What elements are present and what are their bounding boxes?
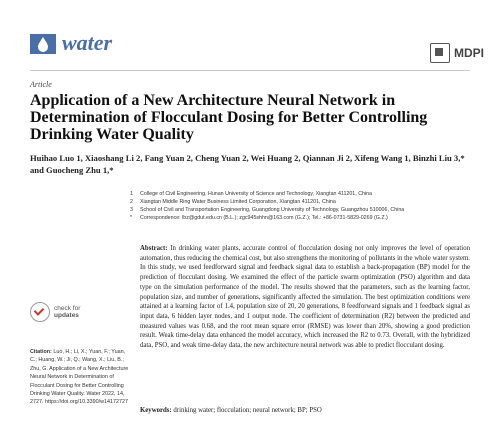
affiliation-number: 1	[130, 191, 133, 197]
affiliation-text: College of Civil Engineering, Hunan University of Science and Technology, Xiangtan 411201, China	[140, 191, 373, 197]
correspondence-item	[130, 214, 470, 222]
author-list: Huihao Luo 1, Xiaoshang Li 2, Fang Yuan 2, Cheng Yuan 2, Wei Huang 2, Qiannan Ji 2, Xifeng Wang 1, Binzhi Liu 3,* and Guocheng Zhu 1,*	[30, 153, 465, 175]
check-updates-line2: updates	[54, 312, 79, 319]
affiliation-text: School of Civil and Transportation Engineering, Guangdong University of Technology, Guangzhou 510006, China	[140, 207, 405, 213]
affiliation-item	[130, 206, 470, 214]
abstract-label: Abstract:	[140, 245, 168, 252]
abstract-text: In drinking water plants, accurate control of flocculation dosing not only improves the level of operation automation, thus reducing the chemical cost, but also strengthens the monitoring of pollutants in the whole water system. In this study, we used feedforward signal and feedback signal data to establish a back-propagation (BP) model for the prediction of flocculant dosing. We examined the effect of the particle swarm optimization (PSO) algorithm and data type on the simulation performance of the model. The results showed that the parameters, such as the learning factor, population size, and number of generations, significantly affected the simulation. The best optimization conditions were attained at a learning factor of 1.4, population size of 20, 20 generations, 8 feedforward signals and 1 feedback signal as input data, 6 hidden layer nodes, and 1 output node. The coefficient of determination (R2) between the predicted and measured values was 0.68, and the root mean square error (RMSE) was lower than 20%, showing a good prediction result. Weak time-delay data enhanced the model accuracy, which increased the R2 to 0.73. Overall, with the hybridized data, PSO, and weak time-delay data, the new architecture neural network was able to predict flocculant dosing.	[140, 245, 470, 350]
affiliation-item	[130, 198, 470, 206]
check-for-updates-button[interactable]	[30, 302, 80, 322]
affiliation-number: 2	[130, 199, 133, 205]
affiliation-number: *	[130, 215, 133, 221]
correspondence-text: Correspondence: lbz@gdut.edu.cn (B.L.); zgc945shhn@163.com (G.Z.); Tel.: +86-0731-5829-0269 (G.Z.)	[140, 215, 388, 221]
affiliation-number: 3	[130, 207, 133, 213]
keywords-label: Keywords:	[140, 407, 172, 414]
journal-name: water	[62, 30, 113, 55]
water-drop-logo-icon	[30, 34, 56, 54]
mdpi-logo-icon	[430, 43, 450, 63]
header-divider	[30, 70, 470, 71]
citation-block	[30, 348, 130, 407]
keywords-text: drinking water; flocculation; neural network; BP; PSO	[173, 407, 322, 414]
affiliation-item	[130, 190, 470, 198]
article-type-label: Article	[30, 80, 52, 89]
keywords	[140, 406, 470, 415]
publisher-name: MDPI	[454, 46, 484, 60]
abstract	[140, 244, 470, 351]
affiliation-text: Xiangtan Middle Ring Water Business Limited Corporation, Xiangtan 411201, China	[140, 199, 336, 205]
publisher-logo	[430, 43, 484, 63]
check-updates-text	[54, 305, 80, 319]
check-updates-line1: check for	[54, 305, 81, 312]
article-title: Application of a New Architecture Neural Network in Determination of Flocculant Dosing for Better Controlling Drinking Water Quality	[30, 92, 428, 143]
affiliations	[130, 190, 470, 222]
citation-text: Luo, H.; Li, X.; Yuan, F.; Yuan, C.; Huang, W.; Ji, Q.; Wang, X.; Liu, B.; Zhu, G. Application of a New Architecture Neural Network in Determination of Flocculant Dosing for Better Controlling Drinking Water Quality. Water 2022, 14, 2727. https://doi.org/10.3390/w14172727	[30, 349, 129, 406]
check-updates-icon	[30, 302, 50, 322]
citation-label: Citation:	[30, 349, 52, 355]
